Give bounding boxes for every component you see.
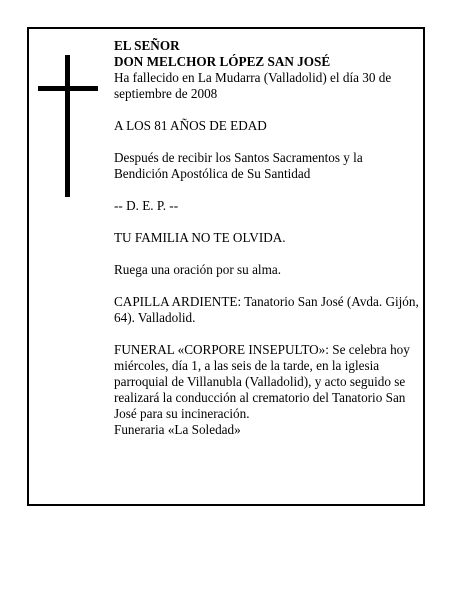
sacraments-statement: Después de recibir los Santos Sacramentos y la Bendición Apostólica de Su Santidad bbox=[114, 150, 363, 181]
cross-horizontal-bar bbox=[38, 86, 98, 91]
cross-vertical-bar bbox=[65, 55, 70, 197]
cross-icon bbox=[38, 55, 98, 197]
deceased-name: DON MELCHOR LÓPEZ SAN JOSÉ bbox=[114, 54, 331, 69]
chapel-info: CAPILLA ARDIENTE: Tanatorio San José (Avda. Gijón, 64). Valladolid. bbox=[114, 294, 419, 325]
funeral-home: Funeraria «La Soledad» bbox=[114, 422, 241, 437]
funeral-info: FUNERAL «CORPORE INSEPULTO»: Se celebra hoy miércoles, día 1, a las seis de la tarde, en la iglesia parroquial de Villanubla (Valladolid), y acto seguido se realizará la conducción al crematorio del Tanatorio San José para su incineración. bbox=[114, 342, 410, 421]
prayer-line: Ruega una oración por su alma. bbox=[114, 262, 281, 277]
age-statement: A LOS 81 AÑOS DE EDAD bbox=[114, 118, 267, 133]
rip-line: -- D. E. P. -- bbox=[114, 198, 179, 213]
title-line-1: EL SEÑOR bbox=[114, 38, 180, 53]
family-line: TU FAMILIA NO TE OLVIDA. bbox=[114, 230, 286, 245]
obituary-text bbox=[114, 38, 420, 438]
passing-statement: Ha fallecido en La Mudarra (Valladolid) el día 30 de septiembre de 2008 bbox=[114, 70, 392, 101]
